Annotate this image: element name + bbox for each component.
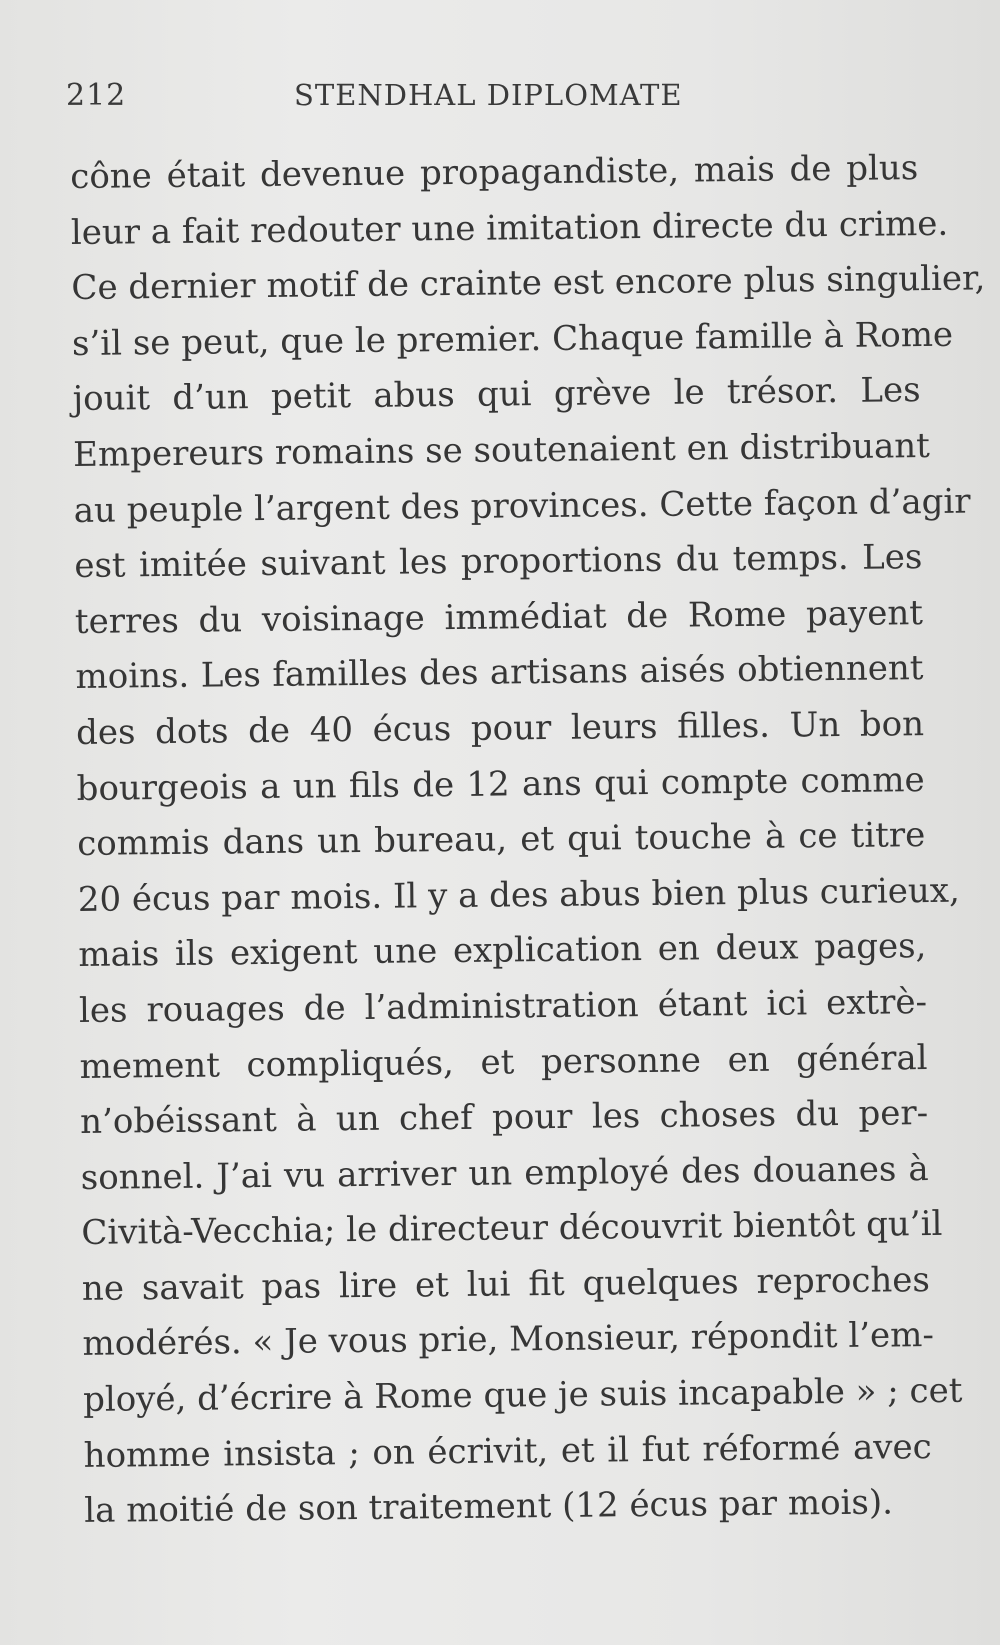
- text-line: bourgeois a un fils de 12 ans qui compte comme: [76, 759, 925, 809]
- page-number: 212: [66, 78, 127, 113]
- text-line: n’obéissant à un chef pour les choses du per-: [79, 1093, 929, 1143]
- text-line: 20 écus par mois. Il y a des abus bien plus curieux,: [77, 870, 961, 920]
- text-line: mais ils exigent une explication en deux pages,: [78, 926, 927, 976]
- page-header: [66, 78, 936, 118]
- text-line: terres du voisinage immédiat de Rome payent: [74, 592, 924, 642]
- text-line: au peuple l’argent des provinces. Cette façon d’agir: [73, 481, 971, 531]
- text-line: jouit d’un petit abus qui grève le trésor. Les: [72, 370, 921, 420]
- text-line: sonnel. J’ai vu arriver un employé des douanes à: [80, 1148, 929, 1198]
- text-line: s’il se peut, que le premier. Chaque famille à Rome: [71, 314, 954, 364]
- text-line: homme insista ; on écrivit, et il fut réformé avec: [83, 1426, 932, 1476]
- text-line: des dots de 40 écus pour leurs filles. Un bon: [75, 704, 925, 753]
- text-line: la moitié de son traitement (12 écus par mois).: [84, 1482, 894, 1532]
- text-line: est imitée suivant les proportions du temps. Les: [74, 537, 923, 587]
- text-line: ne savait pas lire et lui fit quelques reproches: [81, 1259, 931, 1309]
- text-line: moins. Les familles des artisans aisés obtiennent: [75, 648, 924, 698]
- text-line: les rouages de l’administration étant ici extrè-: [78, 981, 928, 1031]
- text-line: cône était devenue propagandiste, mais de plus: [70, 148, 919, 197]
- text-line: mement compliqués, et personne en général: [79, 1037, 928, 1087]
- text-line: leur a fait redouter une imitation directe du crime.: [70, 203, 949, 253]
- text-line: Ce dernier motif de crainte est encore plus singulier,: [71, 258, 986, 309]
- text-line: commis dans un bureau, et qui touche à ce titre: [77, 815, 926, 865]
- body-text: [70, 141, 986, 1540]
- text-line: Cività-Vecchia; le directeur découvrit bientôt qu’il: [81, 1204, 943, 1254]
- text-line: modérés. « Je vous prie, Monsieur, répondit l’em-: [82, 1315, 935, 1365]
- text-line: Empereurs romains se soutenaient en distribuant: [72, 425, 931, 475]
- text-line: ployé, d’écrire à Rome que je suis incapable » ; cet: [82, 1370, 963, 1420]
- running-title: STENDHAL DIPLOMATE: [294, 78, 683, 112]
